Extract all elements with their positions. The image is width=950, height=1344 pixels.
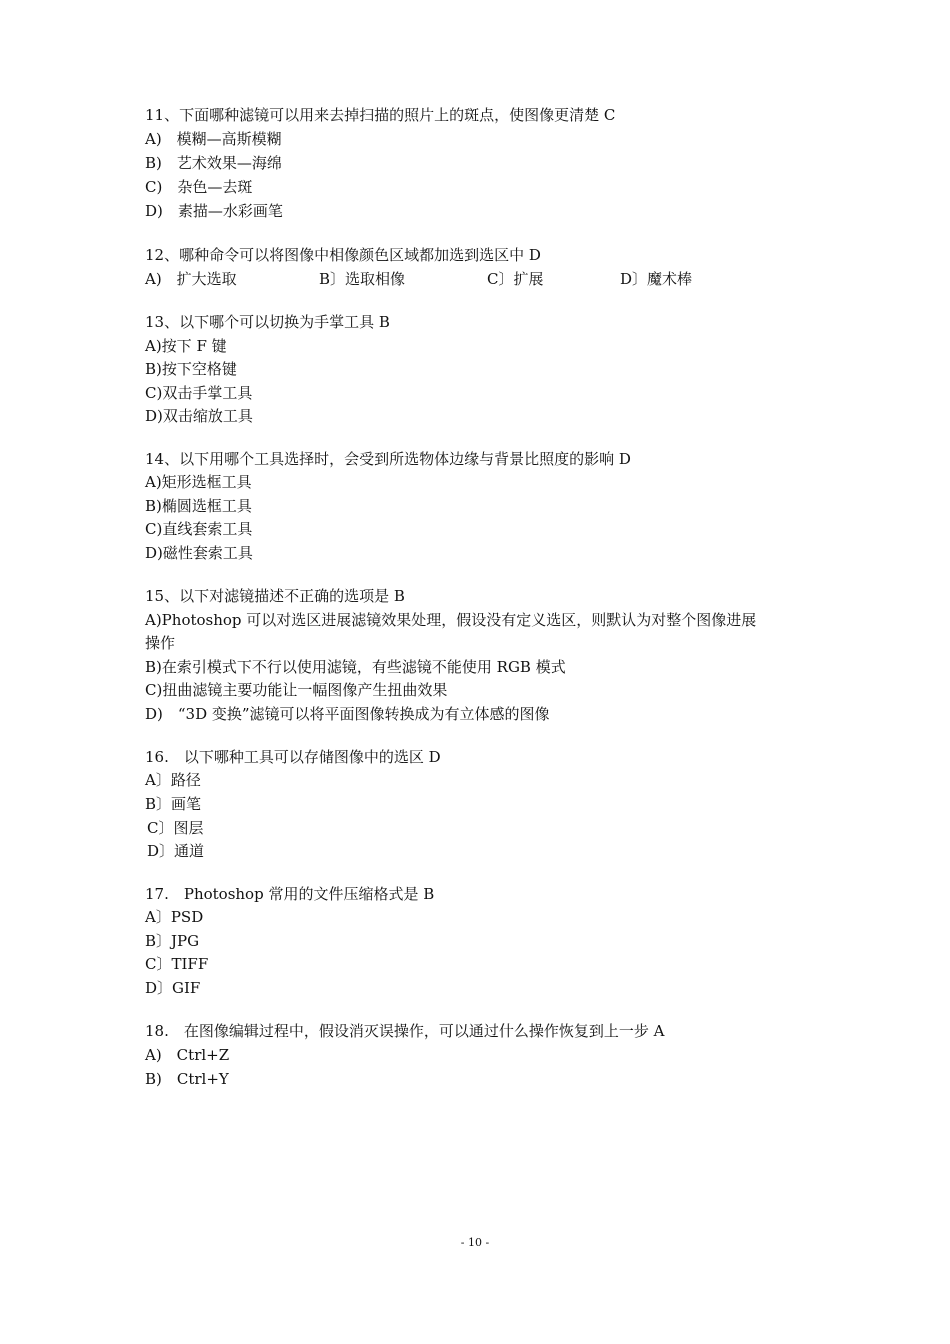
question-12-option-c: C〕扩展 xyxy=(487,270,544,288)
question-15-option-c: C)扭曲滤镜主要功能让一幅图像产生扭曲效果 xyxy=(145,681,448,699)
question-13-option-d: D)双击缩放工具 xyxy=(145,407,253,425)
question-15-stem: 15、以下对滤镜描述不正确的选项是 B xyxy=(145,587,405,605)
question-11-option-c: C) 杂色—去斑 xyxy=(145,178,253,196)
question-11-stem: 11、下面哪种滤镜可以用来去掉扫描的照片上的斑点，使图像更清楚 C xyxy=(145,106,616,124)
question-14-option-c: C)直线套索工具 xyxy=(145,520,253,538)
page-number: - 10 - xyxy=(460,1236,490,1249)
question-12-option-d: D〕魔术棒 xyxy=(620,270,693,288)
question-11-option-b: B) 艺术效果—海绵 xyxy=(145,154,282,172)
question-11-option-d: D) 素描—水彩画笔 xyxy=(145,202,283,220)
question-16-option-d: D〕通道 xyxy=(147,842,205,860)
question-17-option-a: A〕PSD xyxy=(145,908,204,926)
question-14-option-d: D)磁性套索工具 xyxy=(145,544,253,562)
question-16-option-b: B〕画笔 xyxy=(145,795,202,813)
question-18-stem: 18. 在图像编辑过程中，假设消灭误操作，可以通过什么操作恢复到上一步 A xyxy=(145,1022,665,1040)
question-12-option-b: B〕选取相像 xyxy=(319,270,406,288)
question-11-option-a: A) 模糊—高斯模糊 xyxy=(145,130,282,148)
question-17-option-c: C〕TIFF xyxy=(145,955,209,973)
question-15-option-b: B)在索引模式下不行以使用滤镜，有些滤镜不能使用 RGB 模式 xyxy=(145,658,566,676)
question-14-stem: 14、以下用哪个工具选择时，会受到所选物体边缘与背景比照度的影响 D xyxy=(145,450,631,468)
question-18-option-a: A) Ctrl+Z xyxy=(145,1046,230,1064)
question-18-option-b: B) Ctrl+Y xyxy=(145,1070,229,1088)
question-13-option-c: C)双击手掌工具 xyxy=(145,384,253,402)
question-15-option-d: D) “3D 变换”滤镜可以将平面图像转换成为有立体感的图像 xyxy=(145,705,550,723)
question-16-option-a: A〕路径 xyxy=(145,771,201,789)
question-13-stem: 13、以下哪个可以切换为手掌工具 B xyxy=(145,313,390,331)
question-17-option-b: B〕JPG xyxy=(145,932,200,950)
question-17-stem: 17. Photoshop 常用的文件压缩格式是 B xyxy=(145,885,435,903)
question-16-stem: 16. 以下哪种工具可以存储图像中的选区 D xyxy=(145,748,441,766)
question-15-option-a-continued: 操作 xyxy=(145,634,176,652)
question-13-option-a: A)按下 F 键 xyxy=(145,337,227,355)
question-14-option-b: B)椭圆选框工具 xyxy=(145,497,252,515)
question-12-option-a: A) 扩大选取 xyxy=(145,270,237,288)
question-16-option-c: C〕图层 xyxy=(147,819,204,837)
question-13-option-b: B)按下空格键 xyxy=(145,360,237,378)
question-17-option-d: D〕GIF xyxy=(145,979,201,997)
question-12-stem: 12、哪种命令可以将图像中相像颜色区域都加选到选区中 D xyxy=(145,246,541,264)
question-14-option-a: A)矩形选框工具 xyxy=(145,473,252,491)
question-15-option-a: A)Photoshop 可以对选区进展滤镜效果处理，假设没有定义选区，则默认为对整个图像进展 xyxy=(145,611,757,629)
